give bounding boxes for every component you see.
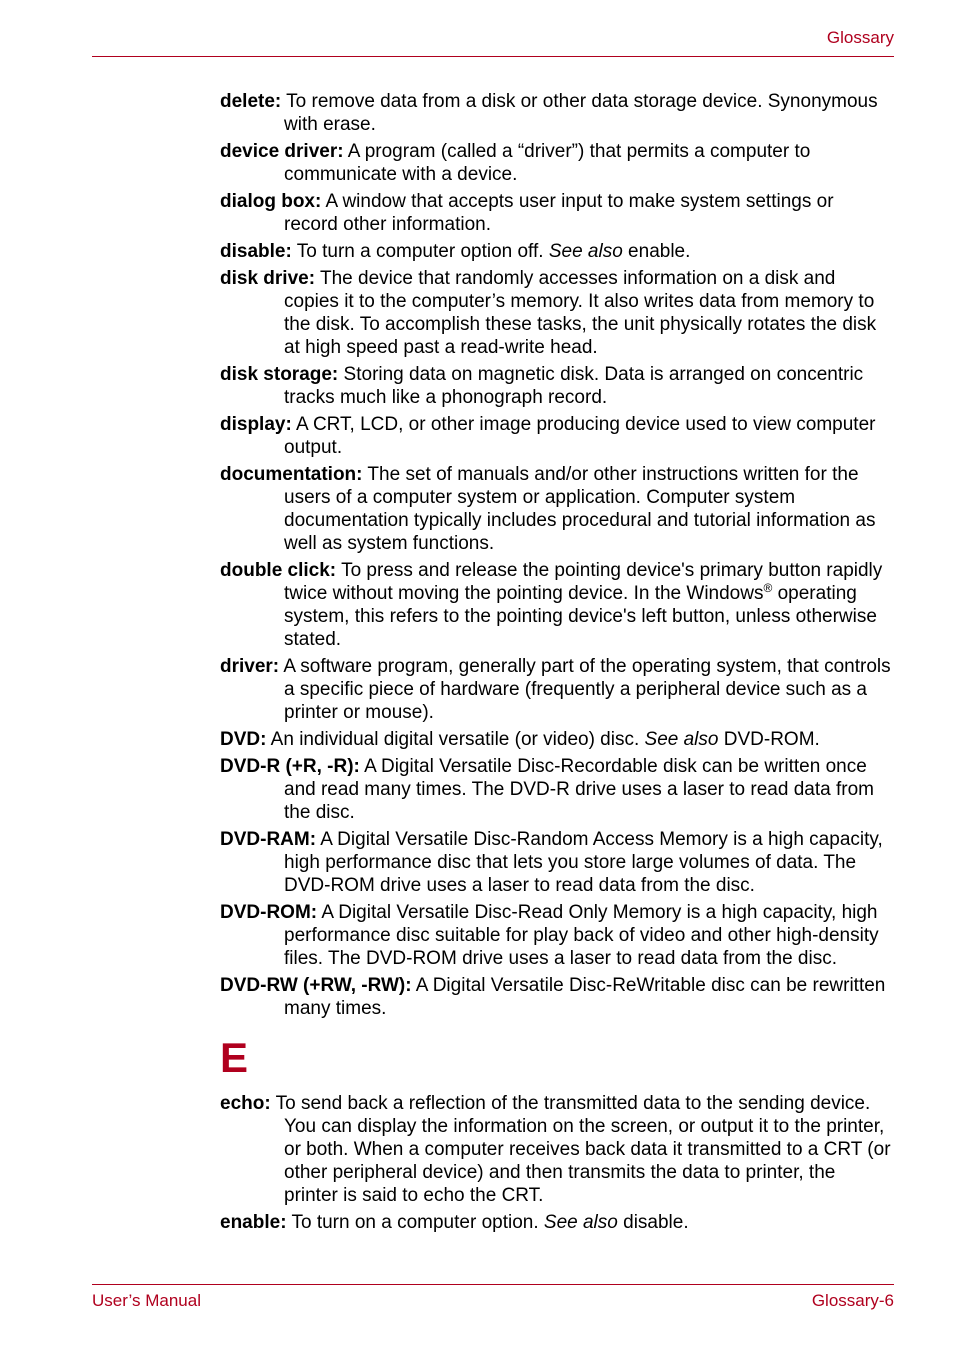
entry-definition: Storing data on magnetic disk. Data is arranged on concentric tracks much like a phonograph record.: [284, 364, 864, 408]
entry-definition-tail: disable.: [617, 1212, 689, 1233]
glossary-entry-device-driver: [220, 140, 892, 186]
entry-definition-tail: enable.: [622, 241, 691, 262]
registered-mark: ®: [763, 581, 773, 595]
glossary-entry-enable: [220, 1211, 892, 1234]
entry-term: DVD-RAM:: [220, 829, 317, 850]
entry-definition: To turn a computer option off.: [291, 241, 549, 262]
entry-definition: To send back a reflection of the transmitted data to the sending device. You can display the information on the screen, or output it to the printer, or both. When a computer receives back data it transmitted to a CRT (or other peripheral device) and then transmits the data to printer, the printer is said to echo the CRT.: [270, 1093, 891, 1206]
glossary-entry-disable: [220, 240, 892, 263]
entry-definition: A software program, generally part of the operating system, that controls a specific piece of hardware (frequently a peripheral device such as a printer or mouse).: [279, 656, 891, 723]
entry-definition: To press and release the pointing device's primary button rapidly twice without moving the pointing device. In the Windows: [284, 560, 883, 604]
section-letter-heading: E: [220, 1034, 249, 1081]
entry-definition: A Digital Versatile Disc-Random Access Memory is a high capacity, high performance disc that lets you store large volumes of data. The DVD-ROM drive uses a laser to read data from the disc.: [284, 829, 883, 896]
entry-definition: A Digital Versatile Disc-ReWritable disc can be rewritten many times.: [284, 975, 886, 1019]
entry-term: enable:: [220, 1212, 287, 1233]
entry-term: disable:: [220, 241, 292, 262]
entry-term: device driver:: [220, 141, 344, 162]
glossary-entry-documentation: [220, 463, 892, 555]
glossary-entry-delete: [220, 90, 892, 136]
entry-term: echo:: [220, 1093, 271, 1114]
entry-term: DVD-RW (+RW, -RW):: [220, 975, 412, 996]
glossary-entry-dvd-rw: [220, 974, 892, 1020]
entry-definition: An individual digital versatile (or video) disc.: [266, 729, 645, 750]
entry-definition: A window that accepts user input to make system settings or record other information.: [284, 191, 834, 235]
footer-rule: [92, 1284, 894, 1285]
running-header-section: Glossary: [826, 28, 894, 47]
glossary-entry-driver: [220, 655, 892, 724]
entry-term: display:: [220, 414, 292, 435]
glossary-entry-dvd-r: [220, 755, 892, 824]
entry-definition: The device that randomly accesses information on a disk and copies it to the computer’s memory. It also writes data from memory to the disk. To accomplish these tasks, the unit physically rotates the disk at high speed past a read-write head.: [284, 268, 877, 358]
entry-definition: A Digital Versatile Disc-Read Only Memory is a high capacity, high performance disc suitable for play back of video and other high-density files. The DVD-ROM drive uses a laser to read data from the disc.: [284, 902, 879, 969]
footer-page-number: Glossary-6: [811, 1291, 894, 1310]
footer-manual-title: User’s Manual: [92, 1291, 201, 1310]
entry-term: DVD-R (+R, -R):: [220, 756, 360, 777]
see-also-label: See also: [543, 1212, 618, 1233]
entry-definition-tail: DVD-ROM.: [718, 729, 820, 750]
entry-definition: A Digital Versatile Disc-Recordable disk can be written once and read many times. The DVD-R drive uses a laser to read data from the disc.: [284, 756, 874, 823]
entry-term: DVD-ROM:: [220, 902, 318, 923]
entry-term: DVD:: [220, 729, 267, 750]
entry-term: delete:: [220, 91, 282, 112]
header-rule: [92, 56, 894, 57]
glossary-entry-dvd-rom: [220, 901, 892, 970]
entry-term: dialog box:: [220, 191, 322, 212]
entry-definition: A program (called a “driver”) that permits a computer to communicate with a device.: [284, 141, 811, 185]
entry-term: driver:: [220, 656, 280, 677]
entries-e-list: [220, 1092, 892, 1234]
entry-term: double click:: [220, 560, 337, 581]
entry-definition: To turn on a computer option.: [286, 1212, 544, 1233]
glossary-entry-dvd-ram: [220, 828, 892, 897]
glossary-content: [220, 90, 892, 1238]
entry-definition: To remove data from a disk or other data storage device. Synonymous with erase.: [281, 91, 878, 135]
entry-definition: A CRT, LCD, or other image producing device used to view computer output.: [284, 414, 876, 458]
see-also-label: See also: [548, 241, 623, 262]
entry-definition: The set of manuals and/or other instructions written for the users of a computer system or application. Computer system documentation typically includes procedural and tutorial information as well as system functions.: [284, 464, 876, 554]
glossary-entry-display: [220, 413, 892, 459]
glossary-entry-dialog-box: [220, 190, 892, 236]
entries-d-list: [220, 90, 892, 1020]
glossary-entry-disk-storage: [220, 363, 892, 409]
entry-term: disk storage:: [220, 364, 339, 385]
see-also-label: See also: [644, 729, 719, 750]
entry-definition-tail: operating system, this refers to the pointing device's left button, unless otherwise stated.: [284, 583, 877, 650]
entry-term: documentation:: [220, 464, 363, 485]
glossary-entry-double-click: [220, 559, 892, 651]
glossary-entry-dvd: [220, 728, 892, 751]
glossary-entry-disk-drive: [220, 267, 892, 359]
entry-term: disk drive:: [220, 268, 316, 289]
glossary-entry-echo: [220, 1092, 892, 1207]
